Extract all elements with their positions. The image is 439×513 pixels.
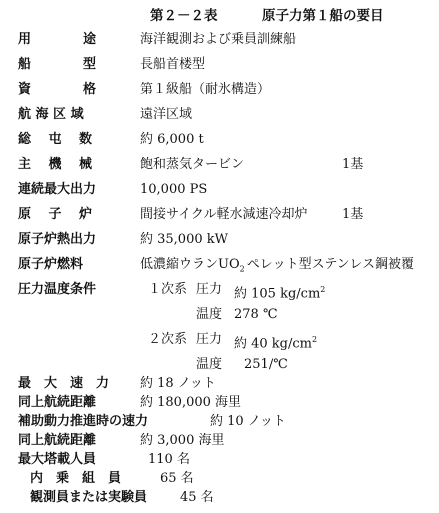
- fuel-subscript: 2: [239, 264, 245, 274]
- spec-value-range: 約 180,000 海里: [140, 395, 242, 410]
- spec-label-max-persons-row: 最大塔載人員: [18, 452, 97, 467]
- spec-label-max-output: 連続最大出力: [18, 182, 97, 197]
- spec-value-crew: 65 名: [160, 471, 194, 486]
- spec-label-gross-tonnage: 総 屯 数: [18, 132, 93, 147]
- spec-label-range: 同上航続距離: [18, 395, 97, 410]
- secondary-pressure-text: 約 40 kg/cm: [234, 336, 312, 352]
- primary-temp-value: 278 ℃: [234, 307, 278, 322]
- spec-label-purpose: 用 途: [18, 32, 97, 47]
- fuel-text: 低濃縮ウランUO: [140, 257, 240, 272]
- spec-label-aux-speed: 補助動力推進時の速力: [18, 414, 149, 429]
- spec-value-thermal-output: 約 35,000 kW: [140, 232, 228, 247]
- spec-label-pressure-temp: 圧力温度条件: [18, 282, 97, 297]
- spec-value-navigation-area: 遠洋区域: [140, 107, 193, 122]
- primary-pressure-value: [234, 282, 325, 302]
- spec-value-hull-type: 長船首楼型: [140, 57, 206, 72]
- spec-count-reactor: 1基: [342, 207, 364, 222]
- spec-value-observers: 45 名: [180, 490, 214, 505]
- spec-label-aux-range: 同上航続距離: [18, 433, 97, 448]
- secondary-temp-value: 251/℃: [244, 357, 288, 372]
- spec-label-navigation-area: 航 海 区 域: [18, 107, 84, 122]
- table-number: 第２－２表: [150, 8, 218, 24]
- spec-value-max-speed: 約 18 ノット: [140, 376, 216, 391]
- primary-system-name: １次系: [148, 282, 188, 297]
- table-title: 原子力第１船の要目: [262, 8, 384, 24]
- spec-value-aux-range: 約 3,000 海里: [140, 433, 225, 448]
- spec-value-aux-speed: 約 10 ノット: [210, 414, 286, 429]
- spec-label-crew: 内 乗 組 員: [30, 471, 122, 486]
- spec-value-fuel: [140, 257, 414, 278]
- secondary-pressure-sup: 2: [312, 335, 318, 344]
- secondary-temp-label: 温度: [196, 357, 223, 372]
- spec-label-main-engine: 主 機 械: [18, 157, 93, 172]
- fuel-text-rest: ペレット型ステンレス鋼被覆: [246, 257, 414, 272]
- primary-pressure-text: 約 105 kg/cm: [234, 286, 321, 302]
- spec-label-hull-type: 船 型: [18, 57, 97, 72]
- secondary-pressure-label: 圧力: [196, 332, 223, 347]
- spec-value-max-persons: 110 名: [148, 452, 190, 467]
- spec-label-thermal-output: 原子炉熱出力: [18, 232, 97, 247]
- secondary-pressure-value: [234, 332, 317, 352]
- spec-label-reactor: 原 子 炉: [18, 207, 93, 222]
- spec-value-gross-tonnage: 約 6,000 t: [140, 132, 204, 147]
- spec-label-max-speed: 最 大 速 力: [18, 376, 110, 391]
- spec-value-max-output: 10,000 PS: [140, 182, 208, 197]
- spec-label-observers: 観測員または実験員: [30, 490, 148, 505]
- spec-value-purpose: 海洋観測および乗員訓練船: [140, 32, 297, 47]
- primary-pressure-sup: 2: [320, 285, 326, 294]
- spec-count-main-engine: 1基: [342, 157, 364, 172]
- spec-value-reactor: 間接サイクル軽水減速冷却炉: [140, 207, 308, 222]
- primary-pressure-label: 圧力: [196, 282, 223, 297]
- secondary-system-name: ２次系: [148, 332, 188, 347]
- spec-value-class: 第１級船（耐氷構造）: [140, 82, 271, 97]
- spec-value-main-engine: 飽和蒸気タービン: [140, 157, 245, 172]
- spec-label-class: 資 格: [18, 82, 97, 97]
- primary-temp-label: 温度: [196, 307, 223, 322]
- spec-label-fuel: 原子炉燃料: [18, 257, 84, 272]
